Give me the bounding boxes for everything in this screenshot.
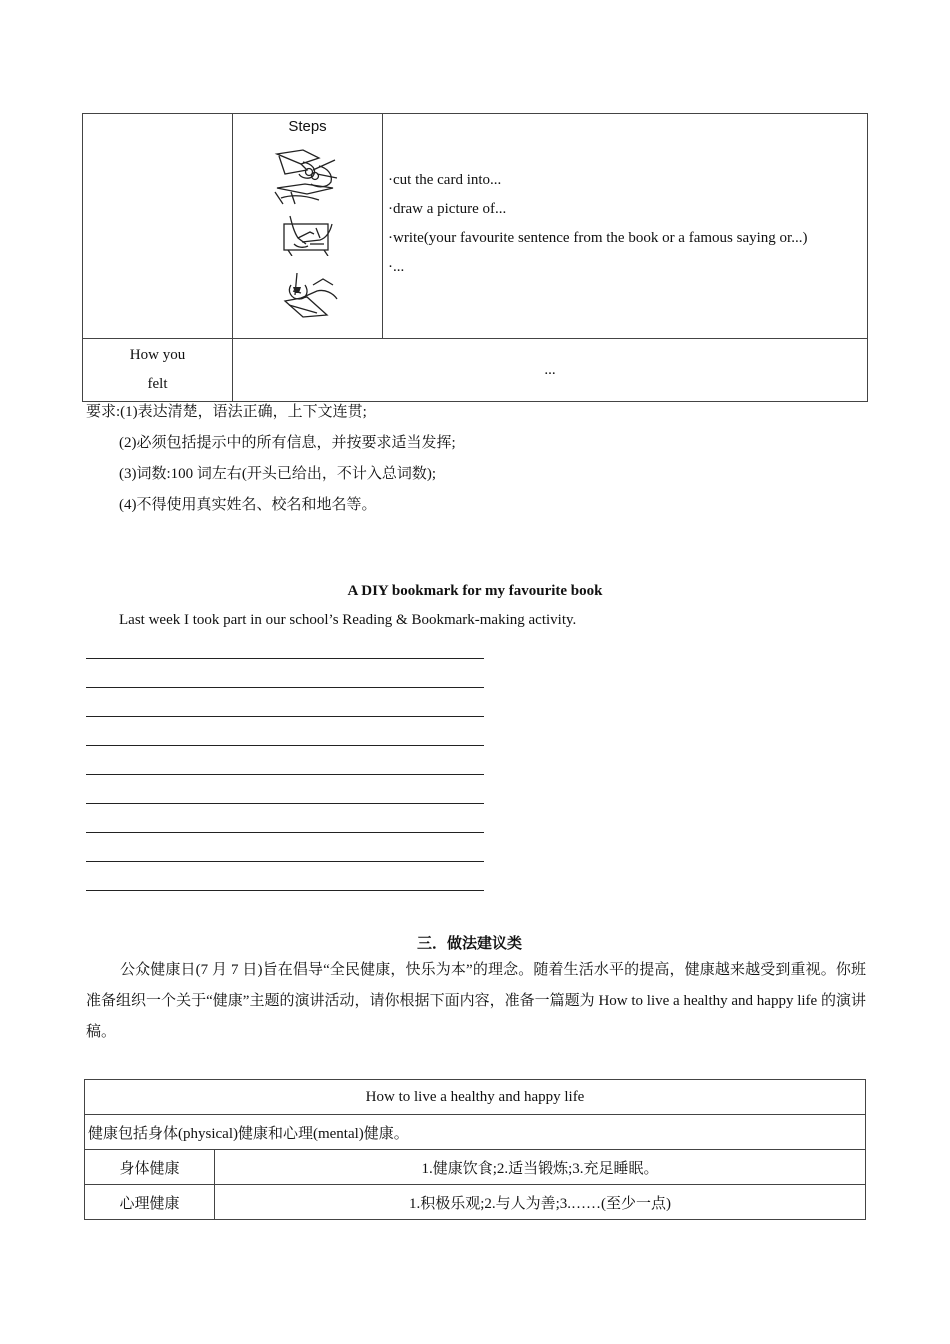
requirement-2: (2)必须包括提示中的所有信息，并按要求适当发挥; — [119, 435, 456, 451]
step-item: ·... — [388, 259, 405, 275]
writing-line[interactable] — [86, 745, 484, 746]
table-intro-row — [85, 1115, 866, 1150]
writing-line[interactable] — [86, 832, 484, 833]
steps-list — [388, 166, 867, 282]
activity-outline-table — [82, 113, 868, 402]
table-row — [85, 1185, 866, 1220]
step-item: ·write(your favourite sentence from the book or a famous saying or...) — [388, 230, 808, 246]
writing-line[interactable] — [86, 687, 484, 688]
table-row — [85, 1150, 866, 1185]
requirement-3: (3)词数:100 词左右(开头已给出，不计入总词数); — [119, 466, 437, 482]
step-item: ·draw a picture of... — [388, 201, 507, 217]
steps-list-cell — [383, 114, 868, 339]
feelings-row — [83, 339, 868, 402]
table-title: How to live a healthy and happy life — [85, 1080, 866, 1115]
table-intro: 健康包括身体(physical)健康和心理(mental)健康。 — [85, 1115, 866, 1150]
row-label: 身体健康 — [85, 1150, 215, 1185]
writing-line[interactable] — [86, 774, 484, 775]
essay-title: A DIY bookmark for my favourite book — [347, 583, 603, 599]
table-title-row — [85, 1080, 866, 1115]
feelings-label-cell — [83, 339, 233, 402]
row-label: 心理健康 — [85, 1185, 215, 1220]
empty-cell — [83, 114, 233, 339]
feelings-value-cell — [233, 339, 868, 402]
row-value: 1.积极乐观;2.与人为善;3.……(至少一点) — [215, 1185, 866, 1220]
steps-header: Steps — [288, 118, 327, 135]
feelings-value: ... — [544, 361, 556, 378]
essay-opening-sentence: Last week I took part in our school’s Reading & Bookmark-making activity. — [119, 612, 577, 628]
drawing-on-card-illustration — [280, 214, 336, 256]
steps-row — [83, 114, 868, 339]
row-value: 1.健康饮食;2.适当锻炼;3.充足睡眠。 — [215, 1150, 866, 1185]
feelings-label-line1: How you — [129, 347, 186, 363]
writing-line[interactable] — [86, 716, 484, 717]
step-item: ·cut the card into... — [388, 172, 502, 188]
requirement-1: 要求:(1)表达清楚，语法正确，上下文连贯; — [86, 404, 367, 420]
section-3-prompt: 公众健康日(7 月 7 日)旨在倡导“全民健康，快乐为本”的理念。随着生活水平的提高，健康越来越受到重视。你班准备组织一个关于“健康”主题的演讲活动，请你根据下面内容，准备一篇题为 How to live a healthy and happy life 的演讲稿。 — [86, 962, 866, 1040]
writing-line[interactable] — [86, 658, 484, 659]
cutting-card-illustration — [273, 148, 343, 206]
writing-on-bookmark-illustration — [277, 271, 339, 319]
requirement-4: (4)不得使用真实姓名、校名和地名等。 — [119, 497, 377, 513]
writing-line[interactable] — [86, 803, 484, 804]
section-3-title: 三．做法建议类 — [417, 936, 523, 952]
writing-line[interactable] — [86, 890, 484, 891]
writing-line[interactable] — [86, 861, 484, 862]
feelings-label-line2: felt — [147, 376, 168, 392]
health-outline-table — [84, 1079, 866, 1220]
steps-illustration-cell — [233, 114, 383, 339]
